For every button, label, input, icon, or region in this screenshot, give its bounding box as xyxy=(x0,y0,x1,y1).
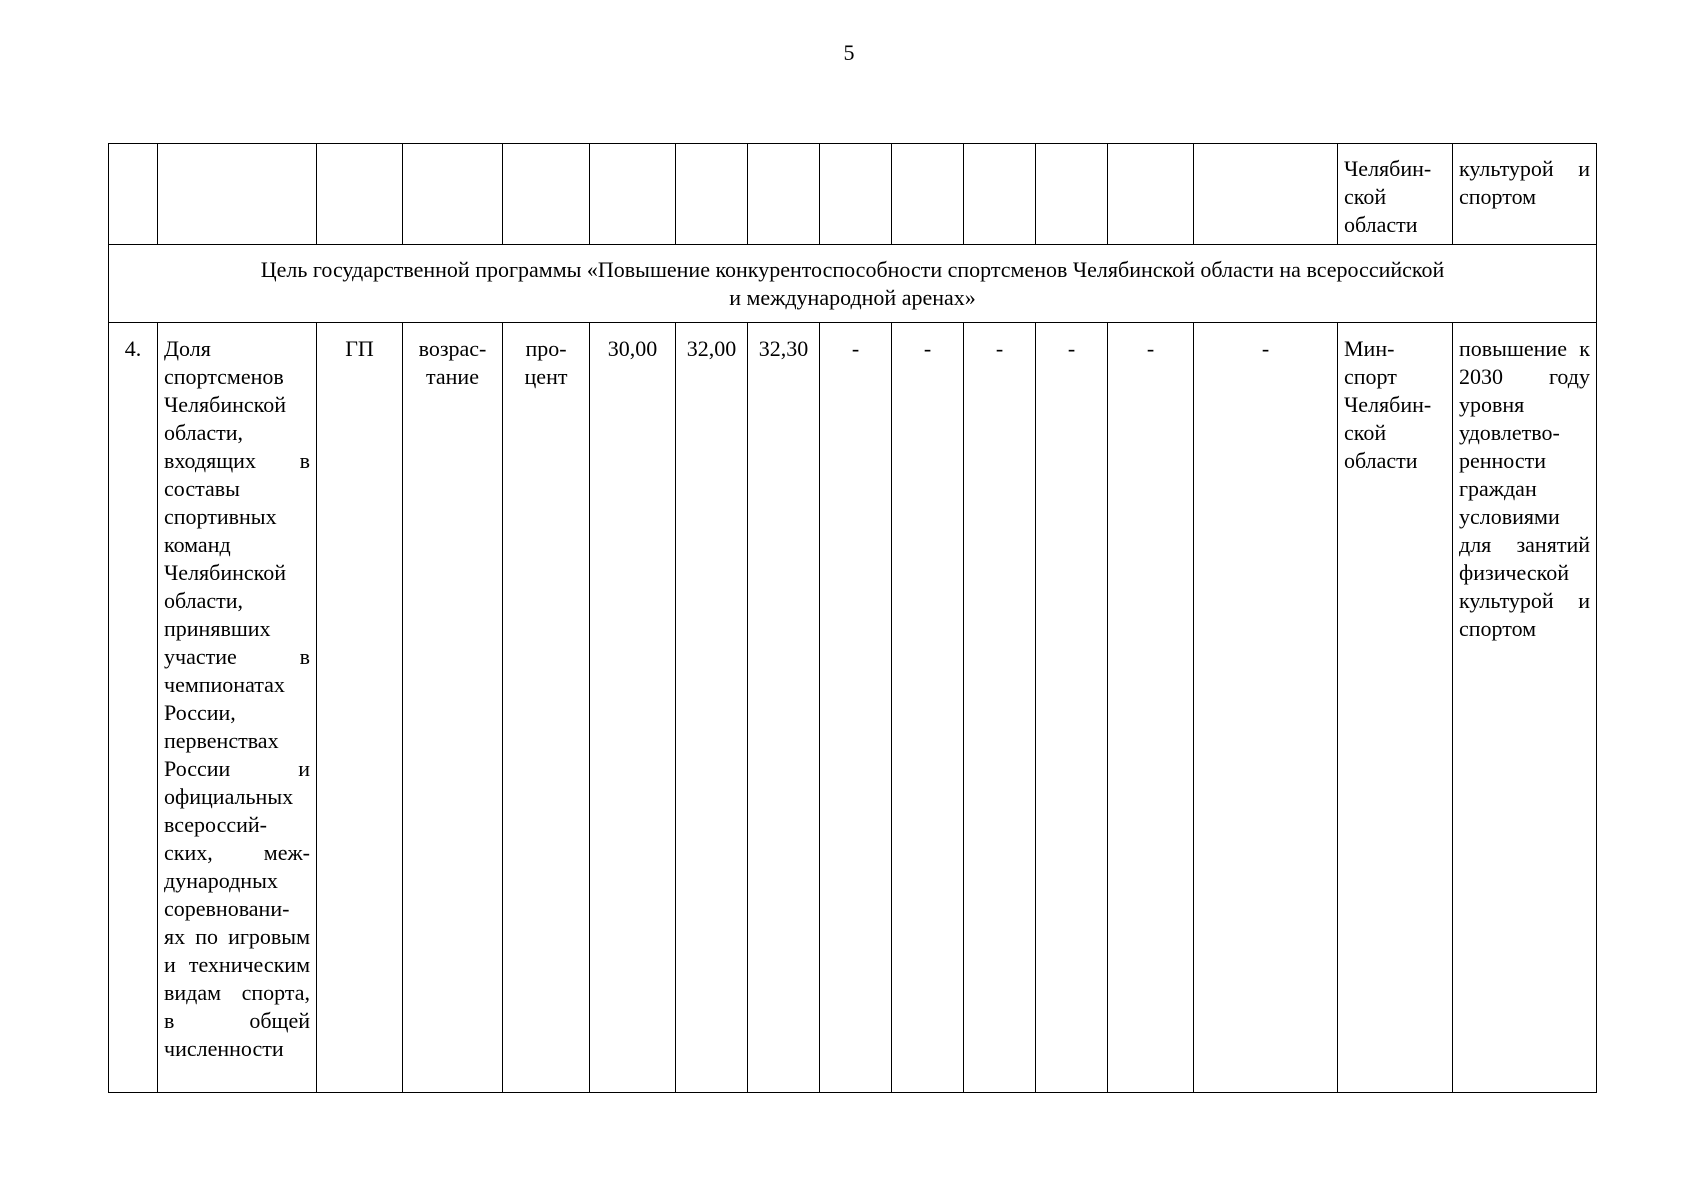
goal-line-2: и международной аренах» xyxy=(729,285,976,310)
table-cell xyxy=(590,144,676,245)
result-tail-cell: культурой и спортом xyxy=(1453,144,1597,245)
table-cell xyxy=(158,144,317,245)
table-cell xyxy=(109,144,158,245)
indicator-unit-cell: про-цент xyxy=(503,323,590,1093)
indicator-trend-cell: возрас-тание xyxy=(403,323,503,1093)
table-cell xyxy=(1036,144,1108,245)
goal-line-1: Цель государственной программы «Повышение конкурентоспособности спортсменов Челябинской области на всероссийской xyxy=(260,257,1445,282)
indicator-level-cell: ГП xyxy=(317,323,403,1093)
indicator-result-cell: повышение к 2030 году уровня удовлетво-ренности граждан условиями для занятий физической культурой и спортом xyxy=(1453,323,1597,1093)
indicator-value-cell: - xyxy=(1194,323,1338,1093)
indicator-value-cell: - xyxy=(1036,323,1108,1093)
page-number: 5 xyxy=(843,40,855,65)
indicator-number-cell: 4. xyxy=(109,323,158,1093)
indicator-value-cell: - xyxy=(964,323,1036,1093)
indicators-table xyxy=(108,143,1597,1093)
table-row-indicator xyxy=(109,323,1597,1093)
table-row-continuation xyxy=(109,144,1597,245)
table-cell xyxy=(676,144,748,245)
indicator-value-cell: - xyxy=(820,323,892,1093)
indicator-value-cell: - xyxy=(1108,323,1194,1093)
table-row-goal xyxy=(109,245,1597,323)
table-cell xyxy=(1194,144,1338,245)
table-cell xyxy=(820,144,892,245)
table-cell xyxy=(748,144,820,245)
indicator-value-cell: 30,00 xyxy=(590,323,676,1093)
table-cell xyxy=(403,144,503,245)
table-cell xyxy=(317,144,403,245)
indicator-value-cell: 32,30 xyxy=(748,323,820,1093)
table-cell xyxy=(964,144,1036,245)
indicator-value-cell: - xyxy=(892,323,964,1093)
indicator-executor-cell: Мин-спорт Челябин-ской области xyxy=(1338,323,1453,1093)
goal-cell xyxy=(109,245,1597,323)
indicator-name-cell: Доля спортсменов Челябинской области, входящих в составы спортивных команд Челябинской области, принявших участие в чемпионатах России, первенствах России и официальных всероссий-ских, меж-дународных соревновани-ях по игровым и техническим видам спорта, в общей численности xyxy=(158,323,317,1093)
table-cell xyxy=(503,144,590,245)
table-cell xyxy=(1108,144,1194,245)
indicator-value-cell: 32,00 xyxy=(676,323,748,1093)
executor-tail-cell: Челябин-ской области xyxy=(1338,144,1453,245)
table-cell xyxy=(892,144,964,245)
